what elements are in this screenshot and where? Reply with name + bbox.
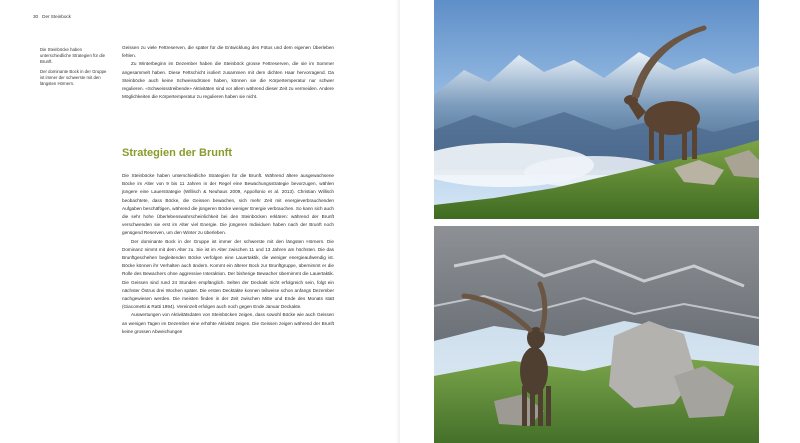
photo-ibex-ridge (434, 0, 759, 219)
paragraph: Auswertungen von Aktivitätsdaten von Steinböcken zeigen, dass sowohl Böcke wie auch Geissen an wenigen Tagen im Dezember eine erhöhte Aktivität zeigen. Die Geissen zeigen während der Brunft keine grossen Abweichungen (122, 312, 334, 334)
page-number: 30 (33, 14, 39, 19)
photo-captions (40, 47, 108, 91)
photo-ibex-rocks (434, 226, 759, 443)
section-heading: Strategien der Brunft (122, 147, 233, 159)
ibex-ridge-illustration (434, 0, 759, 219)
caption-1: Die Steinböcke haben unterschiedliche Strategien für die Brunft. (40, 47, 105, 64)
paragraph: Zu Winterbeginn im Dezember haben die Steinböck grosse Fettreserven, die sie im Sommer angesammelt haben. Diese Fettschicht isoliert zusammen mit dem dichten Haar hervorragend. Da Steinböcke auch keine Schweissdrüsen haben, können sie die Körpertemperatur nur schwer regulieren. «Schweissstreibende» Aktivitäten sind vor allem während dieser Zeit zu vermeiden. Andere Möglichkeiten die Körpertemperatur zu regulieren haben sie nicht. (122, 61, 334, 100)
ibex-rocks-illustration (434, 226, 759, 443)
paragraph: Der dominante Bock in der Gruppe ist immer der schwerste mit den längsten Hörnern. Die Dominanz nimmt mit dem Alter zu. Sie ist im Alter zwischen 11 und 13 Jahren am höchsten. Die das Brunftgeschehen begleitenden Böcke verfolgen eine Lauertaktik, die weniger energieaufwendig ist. Böcke können ihr Verhalten auch ändern. Kommt ein älterer Bock zur Brunftgruppe, übernimmt er die Rolle des Bewachers ohne aggressive Interaktion. Der bisherige Bewacher übernimmt die Lauertaktik. Die Geissen sind rund 24 Stunden empfänglich. Selten der Deckakt nicht erfolgreich sein, folgt ein nächster Östrus drei Wochen später. Die ersten Decktakte konnen teilweise schon anfangs Dezember nachgewiesen werden. Die meisten finden in der Zeit zwischen Mitte und Ende des Monats statt (Giacometti & Ratti 1994). Vereinzelt erfolgen auch noch gegen Ende Januar Deckakte. (122, 238, 334, 310)
body-text-top (122, 44, 334, 101)
paragraph: Die Steinböcke haben unterschiedliche Strategien für die Brunft. Während ältere ausgewachsene Böcke im Alter von 9 bis 11 Jahren in der Regel eine Bewachungsstrategie bevorzugen, wählen jüngere eine Lauerstrategie (Willisch & Neuhaus 2009, Appollonio et al. 2013). Christian Willisch beobachtete, dass Böcke, die Geissen bewachen, sich mehr Zeit mit energieverbrauchenden Aufgaben beschäftigen, während die jüngeren Böcke weniger Energie verbrauchen. So kann sich auch die sehr hohe Überlebenswahrscheinlichkeit bei den Steinböcken erklären: während der Brunft verschwenden sie erst im Alter viel Energie. Die jüngeren Individuen haben nach der Brunft noch genügend Reserven, um den Winter zu überleben. (122, 173, 334, 236)
body-text-bottom (122, 172, 334, 336)
paragraph: Geissen zu viele Fettreserven, die später für die Entwicklung des Fötus und dem eigenen Überleben fehlen. (122, 45, 334, 59)
caption-2: Der dominante Bock in der Gruppe ist immer der schwerste mit den längsten Hörnern. (40, 69, 107, 86)
running-head-title: Der Steinbock (42, 14, 71, 19)
running-head (33, 14, 71, 19)
